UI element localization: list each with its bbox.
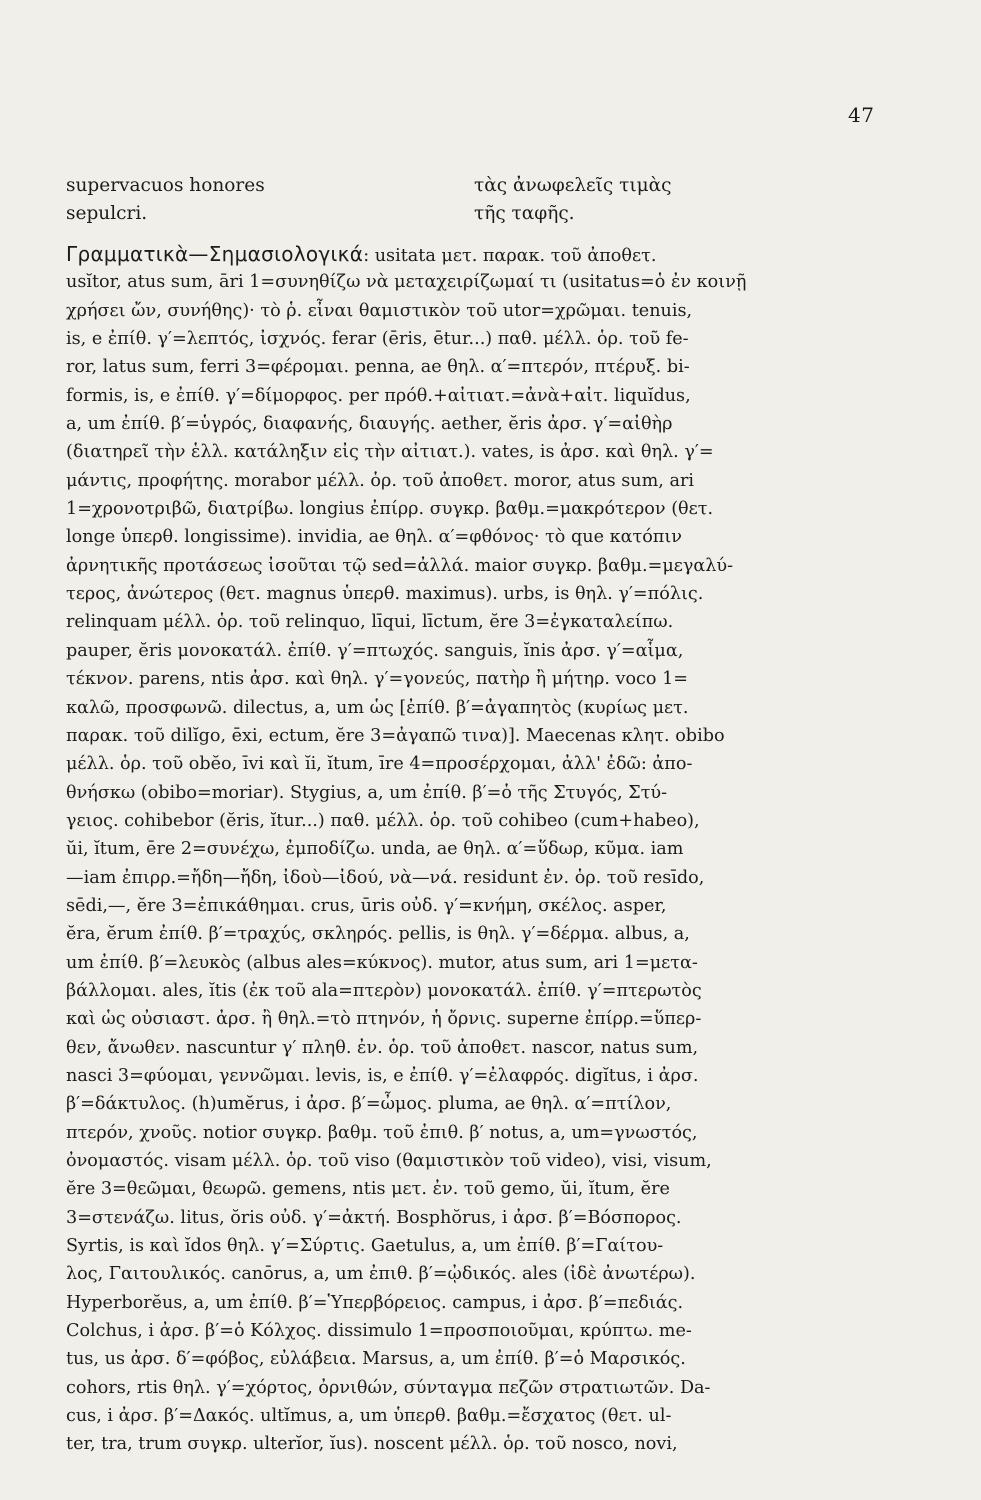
commentary-line: (διατηρεῖ τὴν ἑλλ. κατάληξιν εἰς τὴν αἰτιατ.). vates, is ἀρσ. καὶ θηλ. γ′=: [66, 442, 714, 463]
commentary-line: μάντις, προφήτης. morabor μέλλ. ὁρ. τοῦ ἀποθετ. moror, atus sum, ari: [66, 470, 695, 491]
commentary-line: ἀρνητικῆς προτάσεως ἰσοῦται τῷ sed=ἀλλά. maior συγκρ. βαθμ.=μεγαλύ-: [66, 555, 734, 576]
verse-greek-line: τῆς ταφῆς.: [474, 203, 575, 224]
commentary-line: ter, tra, trum συγκρ. ulterĭor, ĭus). noscent μέλλ. ὁρ. τοῦ nosco, novi,: [66, 1434, 678, 1455]
commentary-line-text: : usitata μετ. παρακ. τοῦ ἀποθετ.: [363, 246, 657, 266]
commentary-line: nasci 3=φύομαι, γεννῶμαι. levis, is, e ἐπίθ. γ′=ἐλαφρός. digĭtus, i ἀρσ.: [66, 1065, 699, 1086]
commentary-line: πτερόν, χνοῦς. notior συγκρ. βαθμ. τοῦ ἐπιθ. β′ notus, a, um=γνωστός,: [66, 1122, 698, 1143]
commentary-line: τερος, ἀνώτερος (θετ. magnus ὑπερθ. maximus). urbs, is θηλ. γ′=πόλις.: [66, 584, 704, 605]
commentary-line: Hyperborĕus, a, um ἐπίθ. β′=Ὑπερβόρειος. campus, i ἀρσ. β′=πεδιάς.: [66, 1292, 684, 1313]
commentary-line: χρήσει ὤν, συνήθης)· τὸ ῥ. εἶναι θαμιστικὸν τοῦ utor=χρῶμαι. tenuis,: [66, 300, 693, 321]
commentary-line: is, e ἐπίθ. γ′=λεπτός, ἰσχνός. ferar (ēris, ētur...) παθ. μέλλ. ὁρ. τοῦ fe-: [66, 329, 689, 350]
commentary-line: 1=χρονοτριβῶ, διατρίβω. longius ἐπίρρ. συγκρ. βαθμ.=μακρότερον (θετ.: [66, 499, 714, 520]
commentary-line: um ἐπίθ. β′=λευκὸς (albus ales=κύκνος). mutor, atus sum, ari 1=μετα-: [66, 952, 698, 973]
page-number: 47: [848, 103, 875, 127]
commentary-line: Syrtis, is καὶ ĭdos θηλ. γ′=Σύρτις. Gaetulus, a, um ἐπίθ. β′=Γαίτου-: [66, 1236, 664, 1257]
commentary-line: Colchus, i ἀρσ. β′=ὁ Κόλχος. dissimulo 1=προσποιοῦμαι, κρύπτω. me-: [66, 1321, 692, 1342]
commentary-line: tus, us ἀρσ. δ′=φόβος, εὐλάβεια. Marsus, a, um ἐπίθ. β′=ὁ Μαρσικός.: [66, 1349, 686, 1370]
commentary-line: a, um ἐπίθ. β′=ὑγρός, διαφανής, διαυγής. aether, ĕris ἀρσ. γ′=αἰθὴρ: [66, 414, 673, 435]
commentary-line: sēdi,—, ĕre 3=ἐπικάθημαι. crus, ūris οὐδ. γ′=κνήμη, σκέλος. asper,: [66, 895, 667, 916]
commentary-line: ĕra, ĕrum ἐπίθ. β′=τραχύς, σκληρός. pellis, is θηλ. γ′=δέρμα. albus, a,: [66, 924, 690, 945]
commentary-line: usĭtor, atus sum, āri 1=συνηθίζω νὰ μεταχειρίζωμαί τι (usitatus=ὁ ἐν κοινῇ: [66, 272, 747, 293]
commentary-line: τέκνον. parens, ntis ἀρσ. καὶ θηλ. γ′=γονεύς, πατὴρ ἢ μήτηρ. voco 1=: [66, 669, 689, 690]
verse-greek: [474, 172, 672, 228]
commentary-line: παρακ. τοῦ dilĭgo, ēxi, ectum, ĕre 3=ἀγαπῶ τινα)]. Maecenas κλητ. obibo: [66, 725, 725, 746]
commentary-line: καὶ ὡς οὐσιαστ. ἀρσ. ἢ θηλ.=τὸ πτηνόν, ἡ ὄρνις. superne ἐπίρρ.=ὕπερ-: [66, 1009, 702, 1030]
commentary-line: λος, Γαιτουλικός. canōrus, a, um ἐπιθ. β′=ᾠδικός. ales (ἰδὲ ἀνωτέρω).: [66, 1264, 696, 1285]
commentary-line: pauper, ĕris μονοκατάλ. ἐπίθ. γ′=πτωχός. sanguis, ĭnis ἀρσ. γ′=αἷμα,: [66, 640, 684, 661]
verse-greek-line: τὰς ἀνωφελεῖς τιμὰς: [474, 175, 672, 196]
commentary-line: μέλλ. ὁρ. τοῦ obĕo, īvi καὶ ĭi, ĭtum, īre 4=προσέρχομαι, ἀλλ' ἐδῶ: ἀπο-: [66, 754, 693, 775]
commentary-line: —iam ἐπιρρ.=ἤδη—ἤδη, ἰδοὺ—ἰδού, νὰ—νά. residunt ἐν. ὁρ. τοῦ resīdo,: [66, 867, 705, 888]
commentary-line: βάλλομαι. ales, ĭtis (ἐκ τοῦ ala=πτερὸν) μονοκατάλ. ἐπίθ. γ′=πτερωτὸς: [66, 980, 702, 1001]
commentary-line: καλῶ, προσφωνῶ. dilectus, a, um ὡς [ἐπίθ. β′=ἀγαπητὸς (κυρίως μετ.: [66, 697, 689, 718]
commentary-line: γειος. cohibebor (ĕris, ĭtur...) παθ. μέλλ. ὁρ. τοῦ cohibeo (cum+habeo),: [66, 810, 700, 831]
commentary-line: θνήσκω (obibo=moriar). Stygius, a, um ἐπίθ. β′=ὁ τῆς Στυγός, Στύ-: [66, 782, 668, 803]
commentary-line: β′=δάκτυλος. (h)umĕrus, i ἀρσ. β′=ὦμος. pluma, ae θηλ. α′=πτίλον,: [66, 1094, 672, 1115]
commentary-line: ŭi, ĭtum, ēre 2=συνέχω, ἐμποδίζω. unda, ae θηλ. α′=ὕδωρ, κῦμα. iam: [66, 839, 684, 860]
verse-latin: [66, 172, 265, 228]
commentary-line: ror, latus sum, ferri 3=φέρομαι. penna, ae θηλ. α′=πτερόν, πτέρυξ. bi-: [66, 357, 690, 378]
commentary-line: longe ὑπερθ. longissime). invidia, ae θηλ. α′=φθόνος· τὸ que κατόπιν: [66, 527, 682, 548]
verse-latin-line: sepulcri.: [66, 203, 148, 224]
commentary-line: θεν, ἄνωθεν. nascuntur γ′ πληθ. ἐν. ὁρ. τοῦ ἀποθετ. nascor, natus sum,: [66, 1037, 699, 1058]
commentary-line: [66, 240, 906, 268]
commentary-line: relinquam μέλλ. ὁρ. τοῦ relinquo, līqui, līctum, ĕre 3=ἐγκαταλείπω.: [66, 612, 674, 633]
commentary-line: formis, is, e ἐπίθ. γ′=δίμορφος. per πρόθ.+αἰτιατ.=ἀνὰ+αἰτ. liquĭdus,: [66, 385, 691, 406]
commentary-line: ὀνομαστός. visam μέλλ. ὁρ. τοῦ viso (θαμιστικὸν τοῦ video), visi, visum,: [66, 1151, 712, 1171]
commentary-line: ĕre 3=θεῶμαι, θεωρῶ. gemens, ntis μετ. ἐν. τοῦ gemo, ŭi, ĭtum, ĕre: [66, 1179, 670, 1200]
commentary-text: [66, 240, 906, 1459]
section-heading: Γραμματικὰ—Σημασιολογικά: [66, 242, 364, 266]
verse-latin-line: supervacuos honores: [66, 175, 265, 196]
commentary-line: cohors, rtis θηλ. γ′=χόρτος, ὀρνιθών, σύνταγμα πεζῶν στρατιωτῶν. Da-: [66, 1377, 711, 1398]
commentary-line: 3=στενάζω. litus, ŏris οὐδ. γ′=ἀκτή. Bosphŏrus, i ἀρσ. β′=Βόσπορος.: [66, 1207, 682, 1228]
commentary-line: cus, i ἀρσ. β′=Δακός. ultĭmus, a, um ὑπερθ. βαθμ.=ἔσχατος (θετ. ul-: [66, 1406, 672, 1427]
